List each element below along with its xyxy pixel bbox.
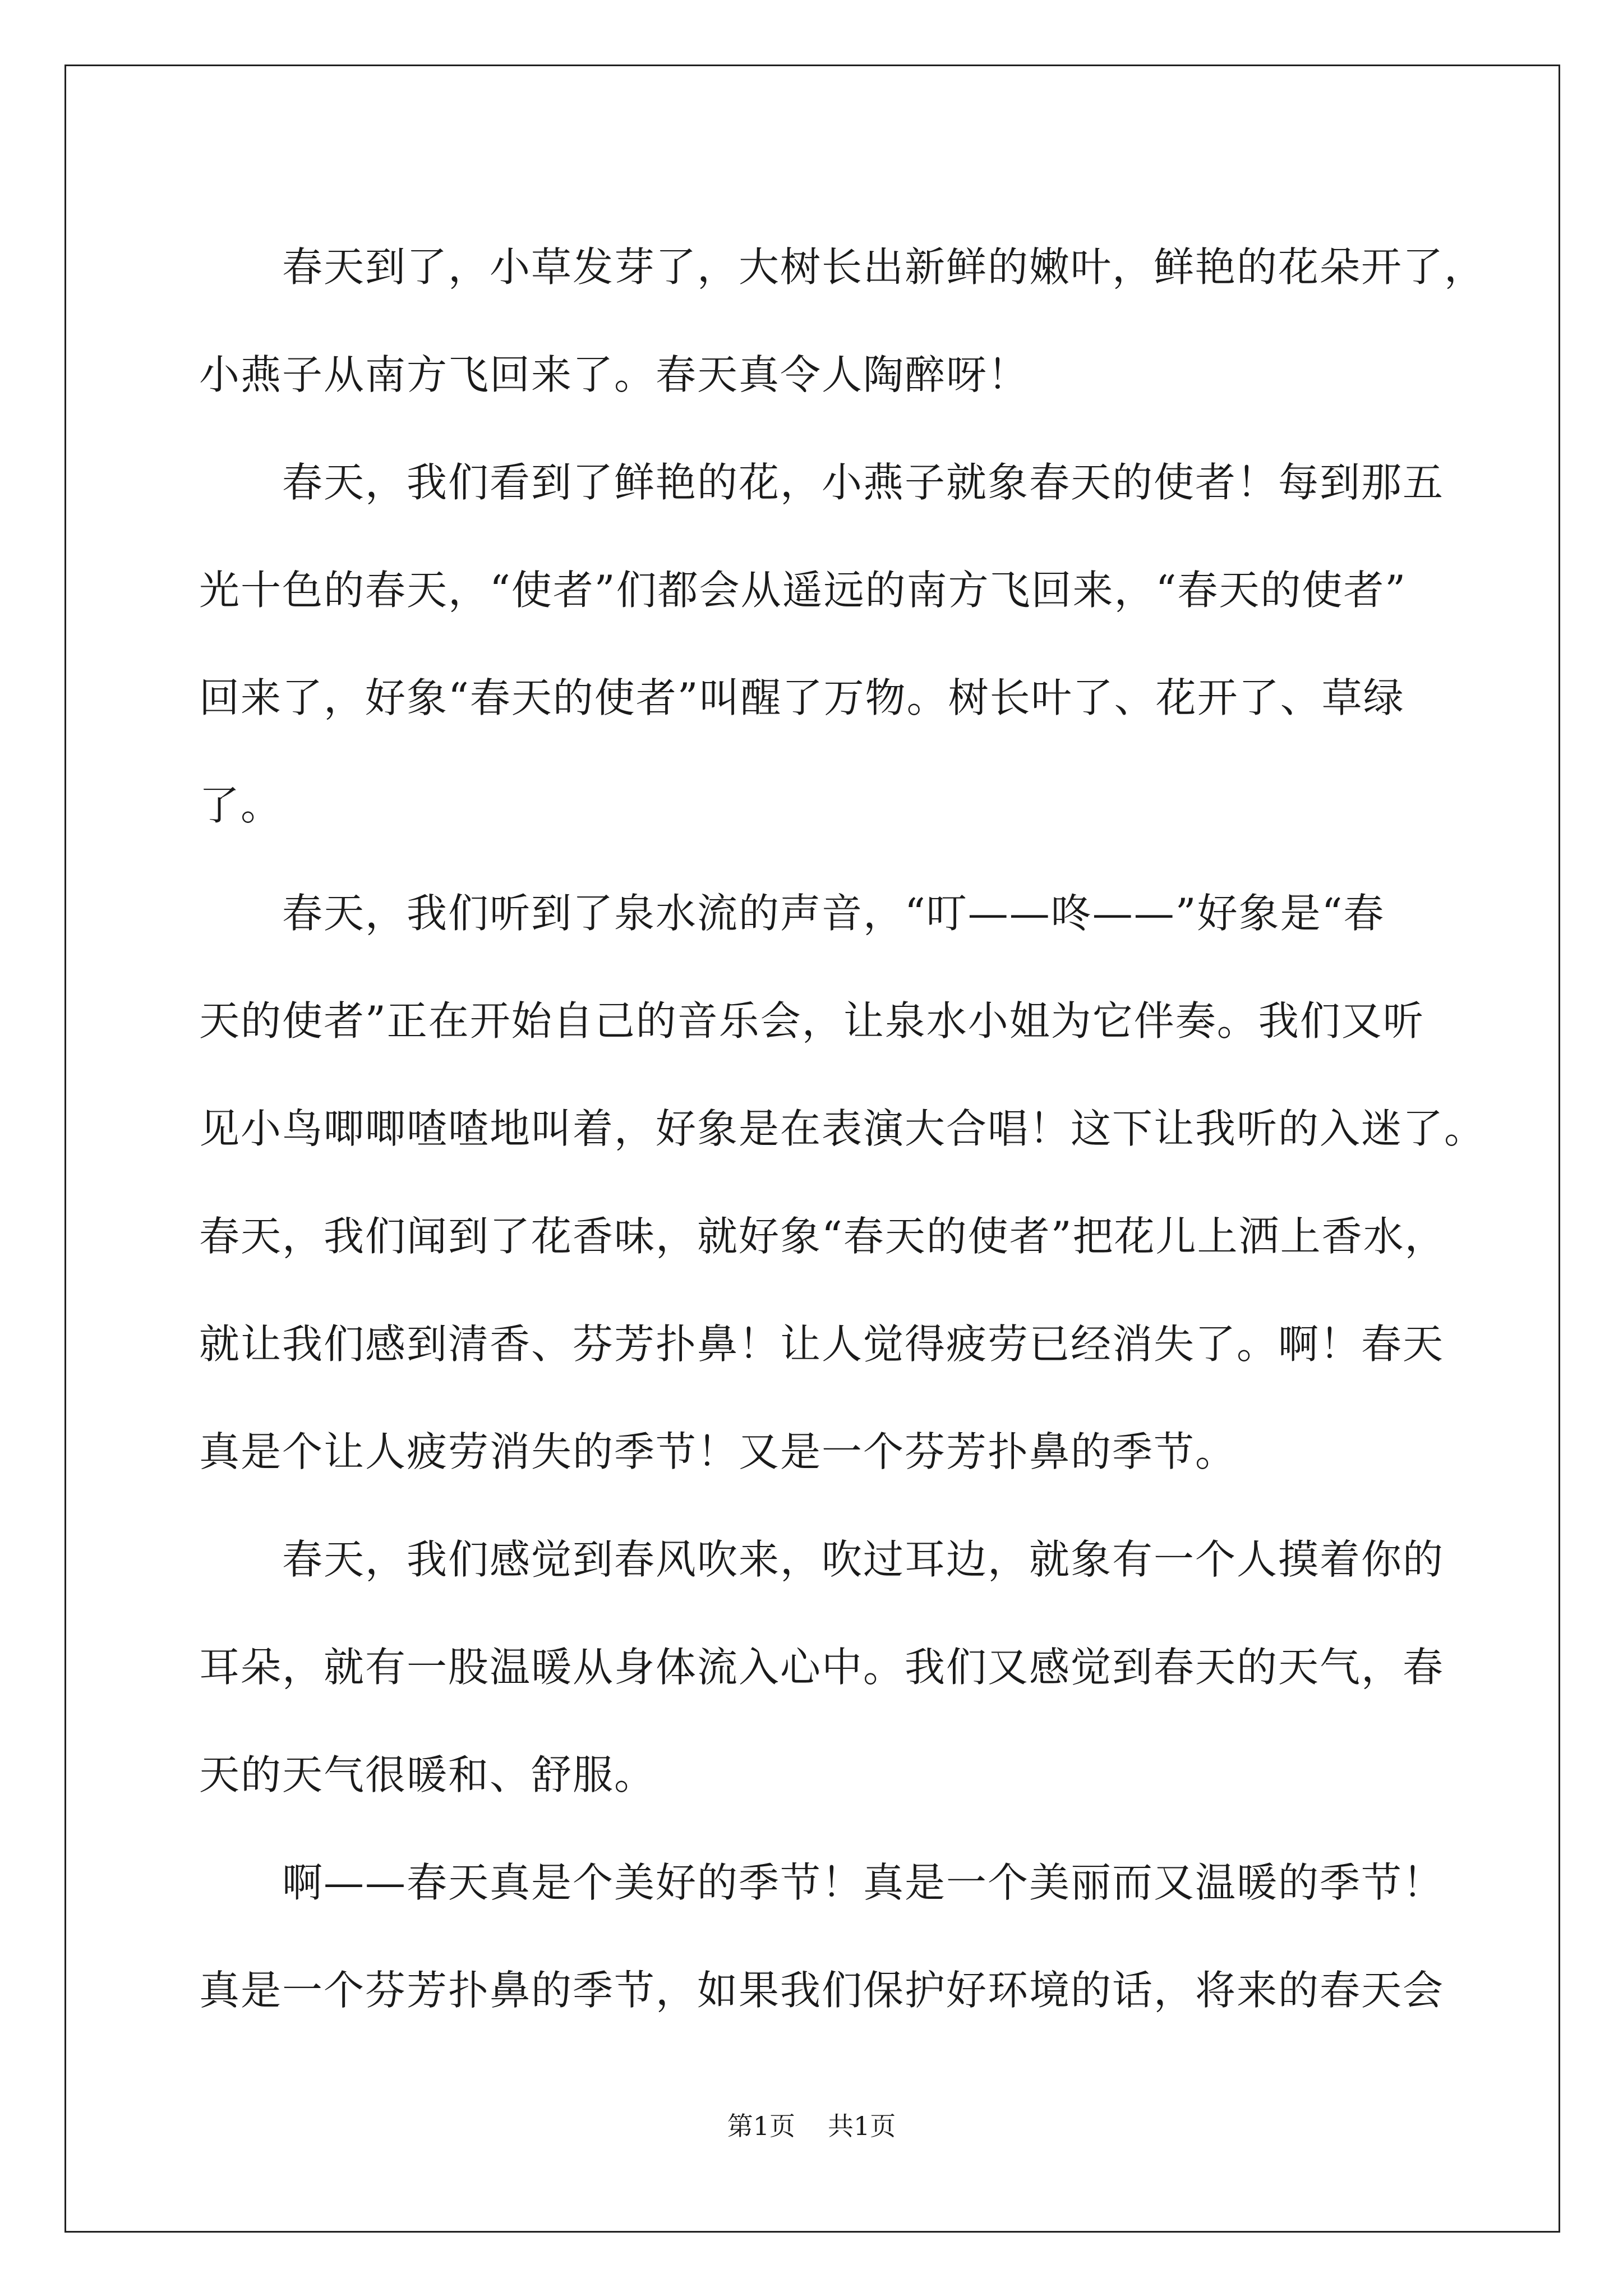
text-line-6: 了。 (199, 782, 283, 829)
page-number-total: 共1页 (828, 2111, 896, 2141)
text-line-15: 天的天气很暖和、舒服。 (199, 1751, 656, 1798)
text-line-1: 春天到了，小草发芽了，大树长出新鲜的嫩叶，鲜艳的花朵开了， (282, 243, 1486, 291)
text-line-14: 耳朵，就有一股温暖从身体流入心中。我们又感觉到春天的天气，春 (199, 1644, 1445, 1691)
page-number-current: 第1页 (727, 2111, 795, 2141)
text-line-12: 真是个让人疲劳消失的季节！又是一个芬芳扑鼻的季节。 (199, 1428, 1237, 1475)
text-line-9: 见小鸟唧唧喳喳地叫着，好象是在表演大合唱！这下让我听的入迷了。 (199, 1105, 1486, 1152)
text-line-8: 天的使者”正在开始自己的音乐会，让泉水小姐为它伴奏。我们又听 (199, 997, 1424, 1045)
text-line-17: 真是一个芬芳扑鼻的季节，如果我们保护好环境的话，将来的春天会 (199, 1967, 1445, 2014)
text-line-2: 小燕子从南方飞回来了。春天真令人陶醉呀！ (199, 351, 1030, 398)
document-body (199, 213, 1486, 2044)
page-footer (0, 2109, 1623, 2143)
text-line-3: 春天，我们看到了鲜艳的花，小燕子就象春天的使者！每到那五 (282, 459, 1445, 506)
text-line-13: 春天，我们感觉到春风吹来，吹过耳边，就象有一个人摸着你的 (282, 1536, 1445, 1583)
text-line-4: 光十色的春天，“使者”们都会从遥远的南方飞回来，“春天的使者” (199, 567, 1407, 614)
text-line-11: 就让我们感到清香、芬芳扑鼻！让人觉得疲劳已经消失了。啊！春天 (199, 1320, 1445, 1368)
text-line-16: 啊——春天真是个美好的季节！真是一个美丽而又温暖的季节！ (282, 1859, 1445, 1906)
text-line-10: 春天，我们闻到了花香味，就好象“春天的使者”把花儿上洒上香水， (199, 1213, 1446, 1260)
text-line-7: 春天，我们听到了泉水流的声音，“叮——咚——”好象是“春 (282, 890, 1385, 937)
text-line-5: 回来了，好象“春天的使者”叫醒了万物。树长叶了、花开了、草绿 (199, 674, 1405, 721)
